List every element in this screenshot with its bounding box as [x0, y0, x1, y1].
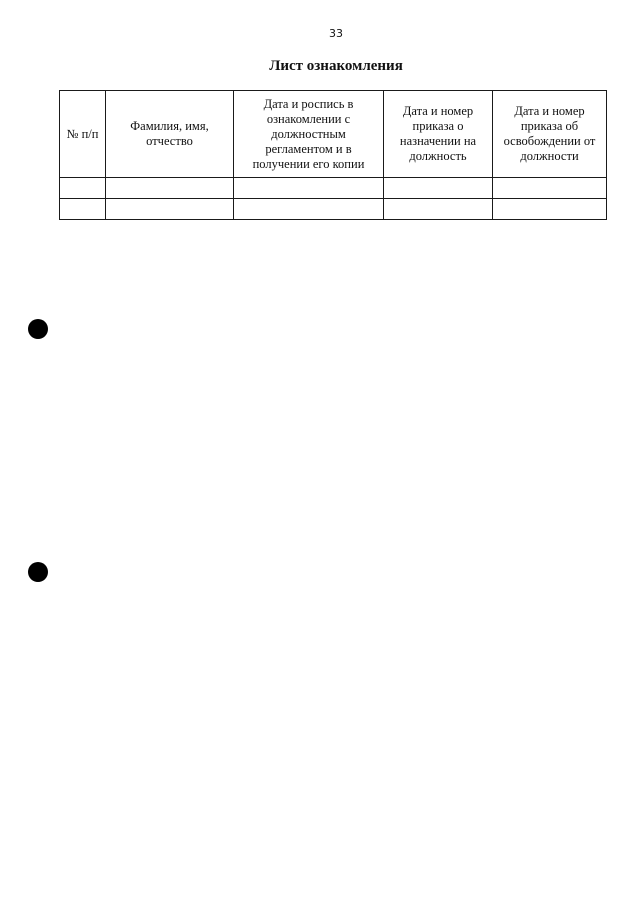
column-header-number: № п/п [60, 91, 106, 178]
table-row [60, 178, 607, 199]
column-header-signature-date: Дата и роспись в ознакомлении с должностным регламентом и в получении его копии [234, 91, 384, 178]
table-cell [106, 178, 234, 199]
table-header-row [60, 91, 607, 178]
acknowledgement-table [59, 90, 607, 220]
punch-hole-top [28, 319, 48, 339]
table-cell [106, 199, 234, 220]
table-cell [60, 199, 106, 220]
table-cell [384, 178, 493, 199]
column-header-appointment-order: Дата и номер приказа о назначении на должность [384, 91, 493, 178]
column-header-full-name: Фамилия, имя, отчество [106, 91, 234, 178]
table-cell [234, 199, 384, 220]
table-cell [60, 178, 106, 199]
table-cell [493, 178, 607, 199]
table-cell [493, 199, 607, 220]
page-title: Лист ознакомления [269, 58, 403, 74]
page-number: 33 [329, 27, 343, 40]
table-cell [234, 178, 384, 199]
table-row [60, 199, 607, 220]
column-header-dismissal-order: Дата и номер приказа об освобождении от должности [493, 91, 607, 178]
table-cell [384, 199, 493, 220]
punch-hole-bottom [28, 562, 48, 582]
